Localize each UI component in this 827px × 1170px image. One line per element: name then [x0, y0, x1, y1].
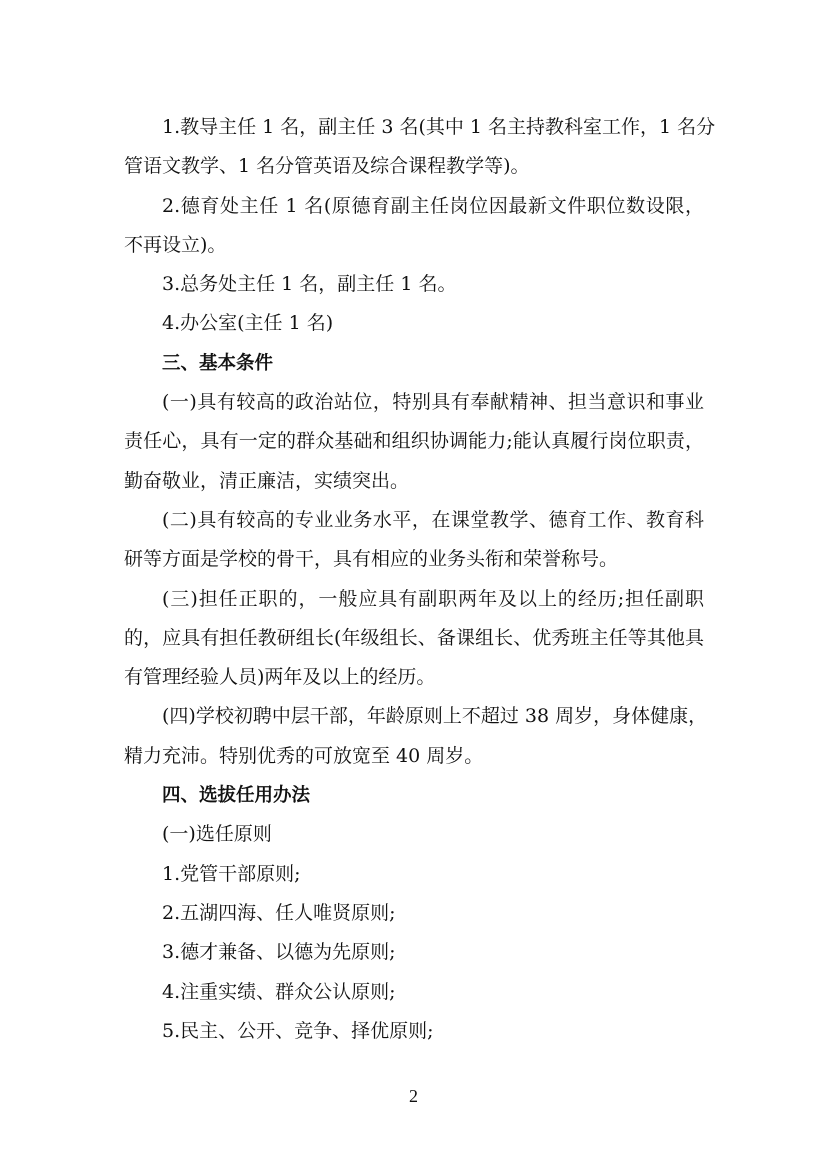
section-heading: 三、基本条件: [162, 352, 274, 374]
text-line: 管语文教学、1 名分管英语及综合课程教学等)。: [124, 155, 530, 178]
section-heading: 四、选拔任用办法: [162, 785, 311, 807]
document-body: [124, 108, 716, 1051]
text-line: (四)学校初聘中层干部，年龄原则上不超过 38 周岁，身体健康，: [162, 705, 708, 728]
text-line: 的，应具有担任教研组长(年级组长、备课组长、优秀班主任等其他具: [124, 626, 704, 649]
text-line: 4.办公室(主任 1 名): [162, 312, 334, 335]
text-line: 责任心，具有一定的群众基础和组织协调能力;能认真履行岗位职责，: [124, 430, 704, 453]
text-line: (一)选任原则: [162, 823, 272, 846]
text-line: 4.注重实绩、群众公认原则;: [162, 980, 396, 1003]
text-line: (三)担任正职的，一般应具有副职两年及以上的经历;担任副职: [162, 587, 704, 610]
text-line: 2.德育处主任 1 名(原德育副主任岗位因最新文件职位数设限，: [162, 194, 704, 217]
text-line: 5.民主、公开、竞争、择优原则;: [162, 1019, 434, 1042]
text-line: 勤奋敬业，清正廉洁，实绩突出。: [124, 469, 410, 492]
text-line: 1.教导主任 1 名，副主任 3 名(其中 1 名主持教科室工作，1 名分: [162, 116, 716, 138]
text-line: 不再设立)。: [124, 233, 227, 256]
text-line: 3.总务处主任 1 名，副主任 1 名。: [162, 273, 457, 296]
text-line: 研等方面是学校的骨干，具有相应的业务头衔和荣誉称号。: [124, 548, 619, 571]
page-number: 2: [409, 1086, 418, 1106]
text-line: 1.党管干部原则;: [162, 862, 301, 885]
text-line: (一)具有较高的政治站位，特别具有奉献精神、担当意识和事业: [162, 391, 704, 414]
text-line: 有管理经验人员)两年及以上的经历。: [124, 666, 436, 689]
text-line: (二)具有较高的专业业务水平，在课堂教学、德育工作、教育科: [162, 508, 704, 531]
text-line: 精力充沛。特别优秀的可放宽至 40 周岁。: [124, 744, 484, 767]
text-line: 3.德才兼备、以德为先原则;: [162, 941, 396, 964]
text-line: 2.五湖四海、任人唯贤原则;: [162, 901, 396, 924]
